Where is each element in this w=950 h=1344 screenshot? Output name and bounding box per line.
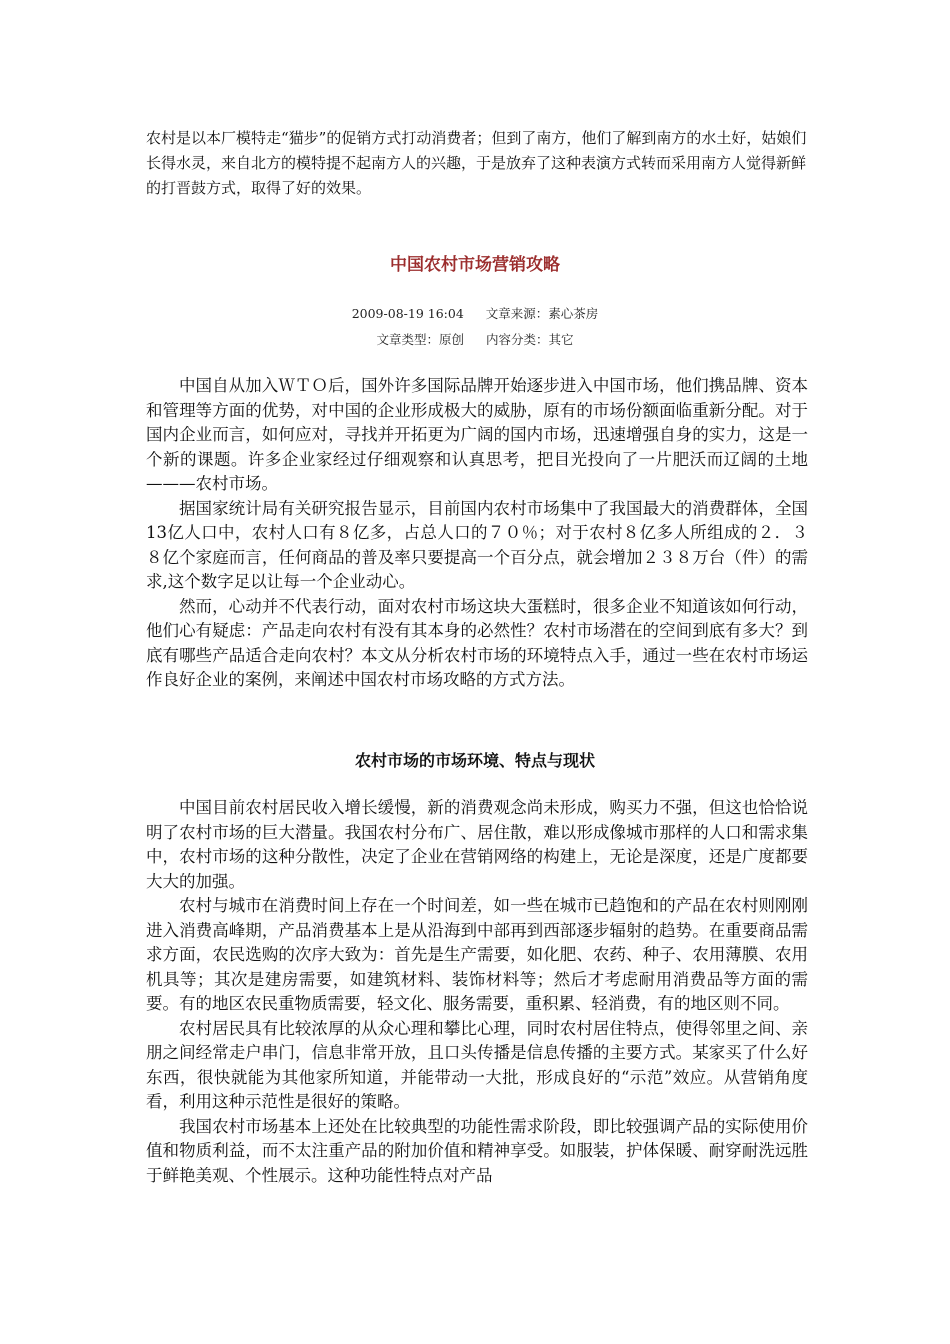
section-market-environment (146, 796, 808, 1188)
paragraph: 农村居民具有比较浓厚的从众心理和攀比心理，同时农村居住特点，使得邻里之间、亲朋之间经常走户串门，信息非常开放，且口头传播是信息传播的主要方式。某家买了什么好东西，很快就能为其他家所知道，并能带动一大批，形成良好的“示范”效应。从营销角度看，利用这种示范性是很好的策略。 (146, 1018, 808, 1111)
article-meta-line-1 (0, 304, 950, 322)
article-meta-line-2 (0, 330, 950, 348)
article-type: 文章类型：原创 (376, 332, 464, 347)
article-category: 内容分类：其它 (486, 332, 574, 347)
paragraph: 我国农村市场基本上还处在比较典型的功能性需求阶段，即比较强调产品的实际使用价值和物质利益，而不太注重产品的附加价值和精神享受。如服装，护体保暖、耐穿耐洗远胜于鲜艳美观、个性展示。这种功能性特点对产品 (146, 1116, 808, 1185)
paragraph: 中国目前农村居民收入增长缓慢，新的消费观念尚未形成，购买力不强，但这也恰恰说明了农村市场的巨大潜量。我国农村分布广、居住散，难以形成像城市那样的人口和需求集中，农村市场的这种分散性，决定了企业在营销网络的构建上，无论是深度，还是广度都要大大的加强。 (146, 798, 808, 891)
paragraph: 据国家统计局有关研究报告显示，目前国内农村市场集中了我国最大的消费群体，全国13亿人口中，农村人口有８亿多，占总人口的７０％；对于农村８亿多人所组成的２．３８亿个家庭而言，任何商品的普及率只要提高一个百分点，就会增加２３８万台（件）的需求,这个数字足以让每一个企业动心。 (146, 498, 808, 591)
paragraph: 农村与城市在消费时间上存在一个时间差，如一些在城市已趋饱和的产品在农村则刚刚进入消费高峰期，产品消费基本上是从沿海到中部再到西部逐步辐射的趋势。在重要商品需求方面，农民选购的次序大致为：首先是生产需要，如化肥、农药、种子、农用薄膜、农用机具等；其次是建房需要，如建筑材料、装饰材料等；然后才考虑耐用消费品等方面的需要。有的地区农民重物质需要，轻文化、服务需要，重积累、轻消费，有的地区则不同。 (146, 896, 808, 1013)
section-heading: 农村市场的市场环境、特点与现状 (354, 751, 595, 770)
paragraph: 然而，心动并不代表行动，面对农村市场这块大蛋糕时，很多企业不知道该如何行动，他们心有疑虑：产品走向农村有没有其本身的必然性？农村市场潜在的空间到底有多大？到底有哪些产品适合走向农村？本文从分析农村市场的环境特点入手，通过一些在农村市场运作良好企业的案例，来阐述中国农村市场攻略的方式方法。 (146, 596, 808, 689)
section-intro (146, 374, 808, 693)
article-source: 文章来源：素心茶房 (485, 306, 599, 321)
article-title: 中国农村市场营销攻略 (390, 255, 560, 275)
paragraph: 中国自从加入ＷＴＯ后，国外许多国际品牌开始逐步进入中国市场，他们携品牌、资本和管理等方面的优势，对中国的企业形成极大的威胁，原有的市场份额面临重新分配。对于国内企业而言，如何应对，寻找并开拓更为广阔的国内市场，迅速增强自身的实力，这是一个新的课题。许多企业家经过仔细观察和认真思考，把目光投向了一片肥沃而辽阔的土地———农村市场。 (146, 376, 808, 493)
intro-paragraph: 农村是以本厂模特走“猫步”的促销方式打动消费者；但到了南方，他们了解到南方的水土好，姑娘们长得水灵，来自北方的模特提不起南方人的兴趣，于是放弃了这种表演方式转而采用南方人觉得新鲜的打晋鼓方式，取得了好的效果。 (146, 129, 807, 197)
article-datetime: 2009-08-19 16:04 (351, 306, 464, 321)
